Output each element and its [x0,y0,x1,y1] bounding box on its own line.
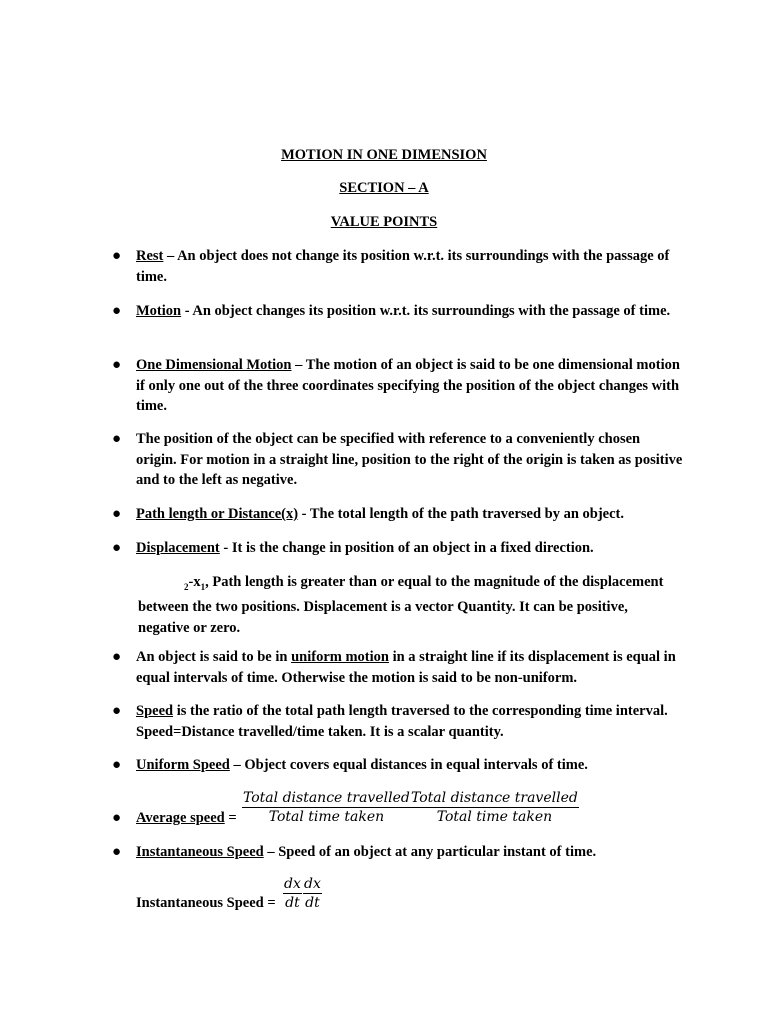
fraction-numerator: Total distance travelled [411,790,578,806]
item-text [136,355,684,417]
uniform-prefix: An object is said to be in [136,649,292,665]
item-text [136,842,684,863]
term-average-speed: Average speed [136,810,225,826]
definition-uniform-motion: in a straight line if its displacement is equal in equal intervals of time. Otherwise the motion is said to be non-uniform. [136,649,676,686]
bullet-icon: ● [112,357,122,373]
instantaneous-speed-fraction-2 [303,875,322,912]
note-minus-x: -x [188,574,201,590]
fraction-numerator: Total distance travelled [243,790,410,806]
average-speed-fraction-1 [242,789,411,826]
bullet-icon: ● [112,810,122,826]
definition-speed: is the ratio of the total path length traversed to the corresponding time interval. Speed=Distance travelled/time taken. It is a scalar quantity. [136,703,668,740]
fraction-denominator: Total time taken [268,809,385,825]
displacement-note [138,572,668,638]
definition-uniform-speed: – Object covers equal distances in equal intervals of time. [229,757,588,773]
bullet-icon: ● [112,540,122,556]
instantaneous-speed-formula-label: Instantaneous Speed = [136,895,276,911]
bullet-icon: ● [112,844,122,860]
term-uniform-speed: Uniform Speed [136,757,230,773]
term-uniform-motion: uniform motion [291,649,389,665]
fraction-numerator: dx [304,876,321,892]
fraction-numerator: dx [284,876,301,892]
definition-path-length: - The total length of the path traversed by an object. [298,506,625,522]
definition-displacement: - It is the change in position of an object in a fixed direction. [219,540,594,556]
item-text: The position of the object can be specified with reference to a conveniently chosen origin. For motion in a straight line, position to the right of the origin is taken as positive and to the left as negative. [136,431,683,488]
item-text [136,701,684,742]
average-speed-fraction-2 [410,789,579,826]
bullet-icon: ● [112,506,122,522]
subscript-1: 1 [200,581,206,592]
section-heading: SECTION – A [339,180,429,196]
bullet-icon: ● [112,703,122,719]
definition-one-dimensional-motion: – The motion of an object is said to be one dimensional motion if only one out of the three coordinates specifying the position of the object changes with time. [136,357,680,414]
bullet-icon: ● [112,757,122,773]
page-title: MOTION IN ONE DIMENSION [281,147,487,163]
term-motion: Motion [136,303,182,319]
item-text [136,246,684,287]
term-path-length: Path length or Distance(x) [136,506,299,522]
definition-motion: - An object changes its position w.r.t. its surroundings with the passage of time. [181,303,671,319]
fraction-denominator: dt [305,895,320,911]
bullet-icon: ● [112,431,122,447]
value-points-heading: VALUE POINTS [330,214,438,230]
bullet-icon: ● [112,248,122,264]
term-speed: Speed [136,703,174,719]
definition-instantaneous-speed: – Speed of an object at any particular instant of time. [263,844,597,860]
term-rest: Rest [136,248,164,264]
term-instantaneous-speed: Instantaneous Speed [136,844,264,860]
definition-rest: – An object does not change its position w.r.t. its surroundings with the passage of time. [136,248,670,285]
bullet-icon: ● [112,303,122,319]
term-displacement: Displacement [136,540,220,556]
subscript-2: 2 [184,581,189,592]
fraction-denominator: dt [285,895,300,911]
equals-sign: = [224,810,237,826]
bullet-icon: ● [112,649,122,665]
item-text [136,301,684,322]
instantaneous-speed-fraction-1 [283,875,302,912]
item-text [136,538,684,559]
item-text [136,755,684,776]
term-one-dimensional-motion: One Dimensional Motion [136,357,292,373]
note-text: , Path length is greater than or equal to the magnitude of the displacement between the two positions. Displacement is a vector Quantity. It can be positive, negative or zero. [138,574,664,636]
item-text [136,504,684,525]
item-text [136,647,684,688]
fraction-denominator: Total time taken [436,809,553,825]
